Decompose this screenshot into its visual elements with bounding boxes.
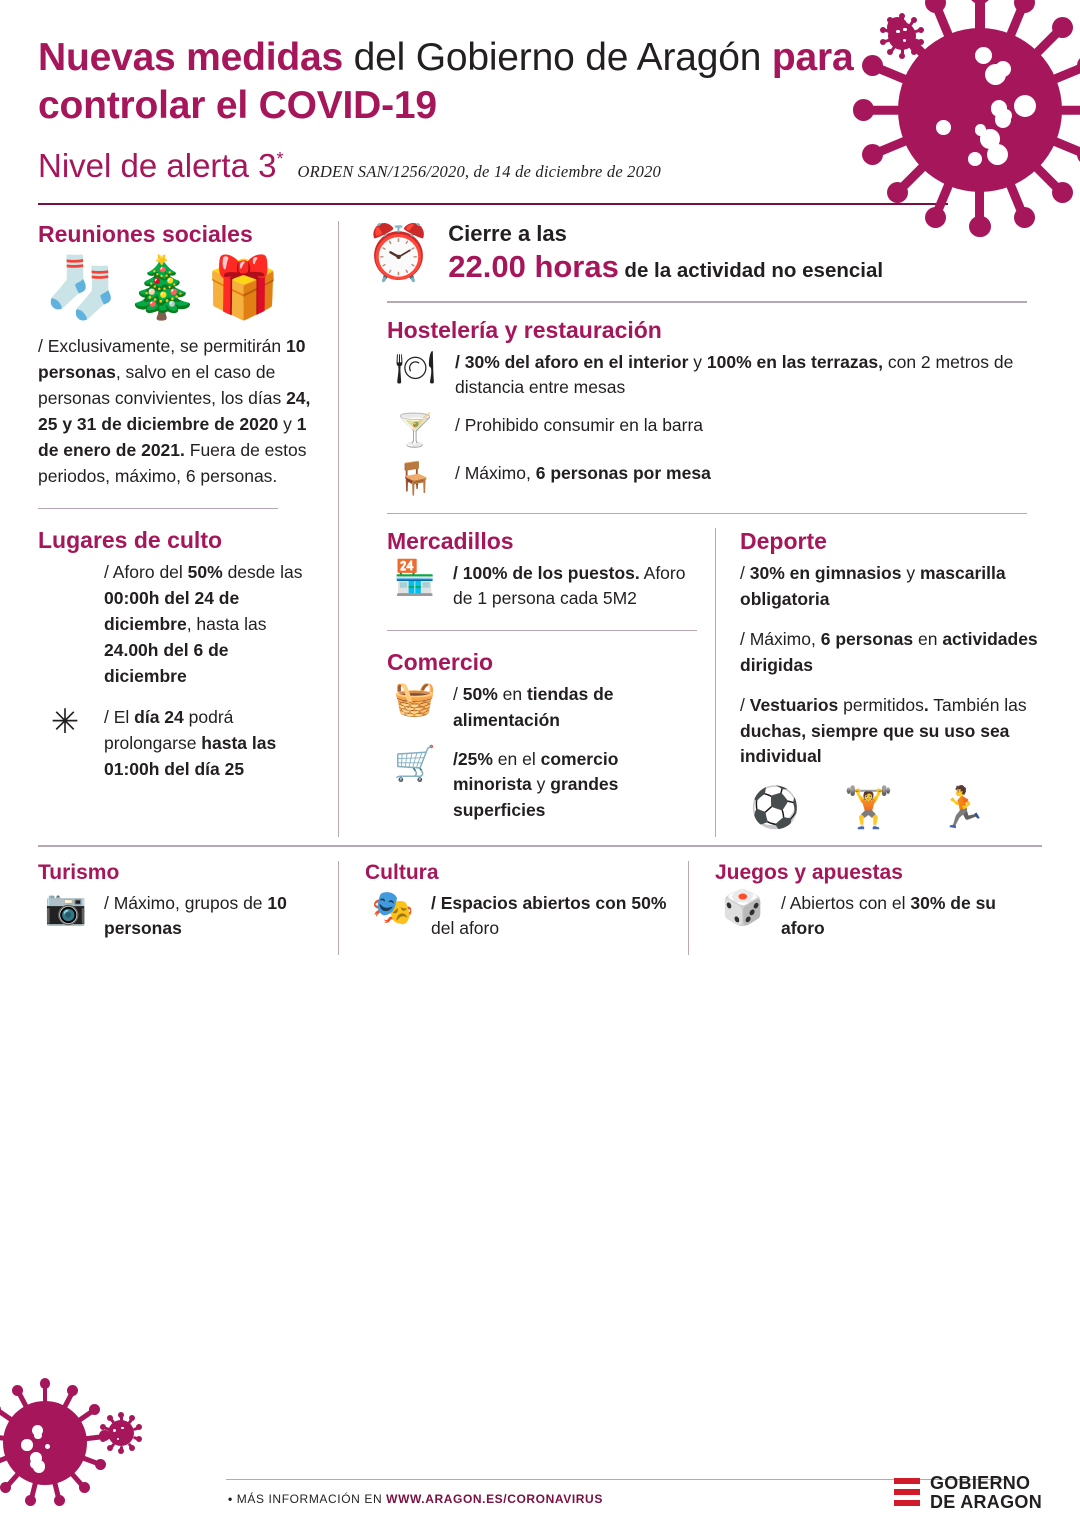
aragon-flag-icon (894, 1476, 920, 1510)
footer-lead: MÁS INFORMACIÓN EN (236, 1492, 387, 1506)
comercio-item-2 (387, 747, 697, 823)
section-title-hosteleria: Hostelería y restauración (387, 316, 662, 343)
social-text: / Exclusivamente, se permitirán 10 personas, salvo en el caso de personas convivientes, los días 24, 25 y 31 de diciembre de 2020 y 1 de enero de 2021. Fuera de estos periodos, máximo, 6 personas. (38, 336, 311, 486)
closing-hours: 22.00 horas (448, 249, 619, 285)
divider-middle-1 (387, 630, 697, 632)
juegos-text: / Abiertos con el 30% de su aforo (781, 892, 996, 939)
worship-item-2 (38, 705, 316, 783)
sparkle-icon: ✳ (50, 703, 80, 742)
footer-divider (226, 1479, 1004, 1481)
section-title-cultura: Cultura (365, 860, 439, 884)
lower-grid (365, 528, 1042, 837)
footer (0, 1461, 1080, 1513)
divider-left-1 (38, 508, 278, 510)
basket-icon: 🧺 (393, 680, 437, 719)
title-part-1: Nuevas medidas (38, 36, 344, 79)
closing-time-block (365, 221, 1042, 285)
order-reference: ORDEN SAN/1256/2020, de 14 de diciembre de 2020 (297, 162, 661, 182)
hosteleria-text-1: / 30% del aforo en el interior y 100% en las terrazas, con 2 metros de distancia entre mesas (455, 351, 1014, 397)
page-title (38, 34, 868, 129)
closing-time-text (448, 221, 883, 285)
camera-icon: 📷 (44, 888, 88, 927)
comercio-text-1: / 50% en tiendas de alimentación (453, 684, 614, 730)
subtitle-row (38, 147, 1040, 185)
section-title-social: Reuniones sociales (38, 221, 253, 248)
worship-text-2: / El día 24 podrá prolongarse hasta las 01:00h del día 25 (104, 707, 277, 780)
closing-line-2 (448, 249, 883, 285)
juegos-item (715, 888, 1042, 942)
runner-icon: 🏃 (937, 786, 988, 831)
section-title-deporte: Deporte (740, 528, 827, 555)
gob-line-2: DE ARAGON (929, 1492, 1042, 1513)
comercio-item-1 (387, 682, 697, 733)
deporte-text-1: / 30% en gimnasios y mascarilla obligatoria (740, 563, 1006, 609)
section-hosteleria (365, 317, 1042, 497)
worship-text-1: / Aforo del 50% desde las 00:00h del 24 de diciembre, hasta las 24.00h del 6 de diciembre (104, 562, 303, 686)
virus-illustration-bottom-left-small (96, 1408, 146, 1458)
soccer-ball-icon: ⚽ (750, 786, 800, 831)
sport-emoji-row (740, 784, 1042, 831)
alert-level-asterisk: * (276, 149, 284, 170)
christmas-tree-icon: 🎄 (124, 254, 200, 322)
worship-item-1 (38, 560, 316, 689)
title-part-2: del Gobierno de Aragón (343, 36, 772, 79)
header (0, 0, 1080, 185)
closing-line-1: Cierre a las (448, 221, 567, 247)
shopping-cart-icon: 🛒 (393, 745, 437, 784)
divider-bottom (38, 845, 1042, 847)
mercadillos-text: / 100% de los puestos. Aforo de 1 persona cada 5M2 (453, 563, 686, 609)
title-part-3: para controlar el COVID-19 (38, 36, 854, 127)
section-title-juegos: Juegos y apuestas (715, 860, 903, 884)
section-juegos (688, 861, 1042, 956)
turismo-text: / Máximo, grupos de 10 personas (104, 892, 287, 939)
column-middle (365, 528, 715, 837)
header-divider (38, 203, 948, 205)
masks-icon: 🎭 (371, 888, 415, 927)
turismo-item (38, 888, 318, 942)
section-title-worship: Lugares de culto (38, 527, 223, 553)
weightlifter-icon: 🏋 (843, 786, 894, 831)
mercadillos-item (387, 561, 697, 612)
cocktail-icon: 🍸 (395, 412, 435, 449)
food-tray-icon: 🍽 (394, 348, 436, 385)
section-title-turismo: Turismo (38, 860, 120, 884)
dice-icon: 🎲 (721, 888, 765, 927)
ornament-icon: 🎁 (205, 254, 281, 322)
closing-rest: de la actividad no esencial (624, 259, 884, 283)
table-chairs-icon: 🪑 (395, 460, 435, 497)
hosteleria-item-2 (387, 413, 1042, 448)
government-logo (894, 1474, 1042, 1512)
divider-right-1 (387, 301, 1027, 302)
divider-right-2 (387, 513, 1027, 514)
market-stall-icon: 🏪 (393, 559, 437, 598)
hosteleria-item-3 (387, 461, 1042, 496)
section-title-mercadillos: Mercadillos (387, 528, 514, 555)
hosteleria-item-1 (387, 350, 1042, 401)
sock-icon: 🧦 (44, 254, 119, 322)
cultura-item (365, 888, 670, 942)
christmas-emoji-row (44, 254, 316, 322)
deporte-text-3: / Vestuarios permitidos. También las duchas, siempre que su uso sea individual (740, 694, 1027, 767)
bottom-band (0, 861, 1080, 956)
section-turismo (38, 861, 338, 956)
footer-bullet: • (228, 1492, 233, 1506)
alert-level-text: Nivel de alerta 3 (38, 147, 277, 185)
hosteleria-text-2: / Prohibido consumir en la barra (455, 415, 704, 436)
alert-level (38, 147, 283, 185)
alarm-clock-icon: ⏰ (365, 223, 433, 284)
column-left (38, 221, 338, 837)
comercio-text-2: /25% en el comercio minorista y grandes superficies (453, 749, 619, 820)
column-right (338, 221, 1042, 837)
column-sport (715, 528, 1042, 837)
government-logo-text (930, 1474, 1042, 1512)
gob-line-1: GOBIERNO (929, 1473, 1031, 1494)
footer-url[interactable]: WWW.ARAGON.ES/CORONAVIRUS (386, 1492, 603, 1506)
main-content (0, 221, 1080, 837)
deporte-text-2: / Máximo, 6 personas en actividades dirigidas (740, 628, 1038, 675)
cultura-text: / Espacios abiertos con 50% del aforo (431, 892, 667, 939)
section-title-comercio: Comercio (387, 649, 494, 676)
hosteleria-text-3: / Máximo, 6 personas por mesa (455, 463, 711, 484)
section-cultura (338, 861, 688, 956)
